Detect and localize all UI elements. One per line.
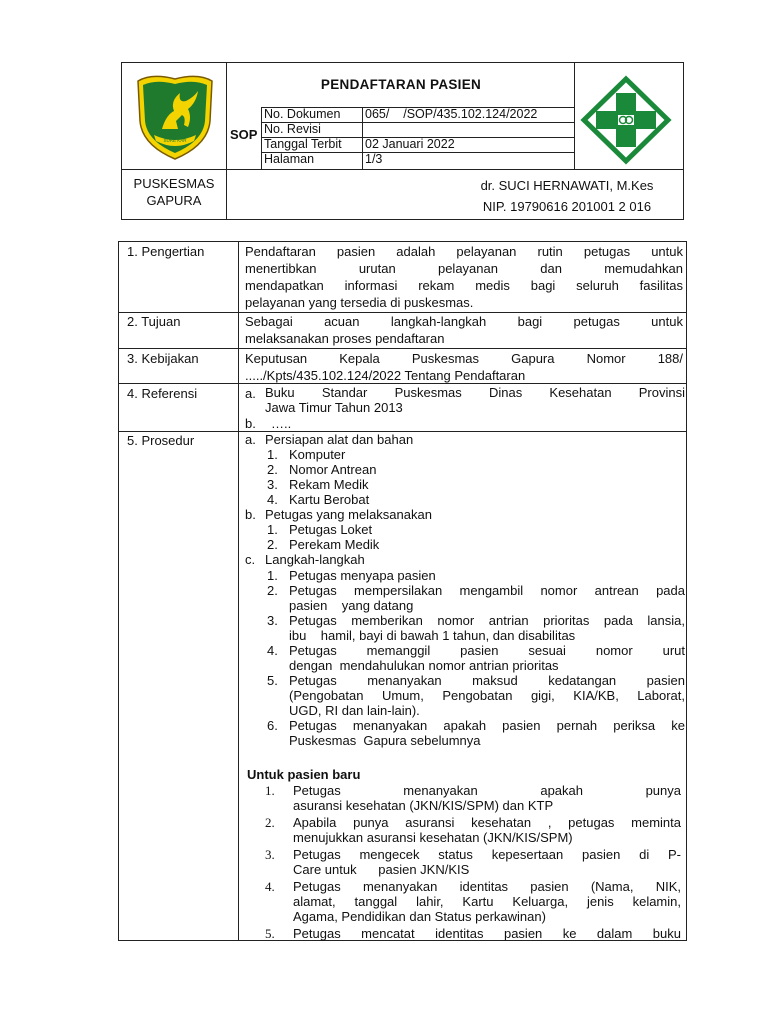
section-text-kebijakan: [245, 350, 683, 384]
step-line: pasien yang datang: [289, 598, 414, 613]
organization-line-1: PUSKESMAS: [133, 176, 215, 191]
prosedur-title-b: Petugas yang melaksanakan: [265, 507, 432, 522]
section-label-referensi: 4. Referensi: [127, 386, 198, 401]
step-line: Petugas mencatat identitas pasien ke dalam buku: [293, 926, 681, 941]
list-item: Perekam Medik: [289, 537, 380, 552]
pengertian-line: menertibkan urutan pelayanan dan memudahkan: [245, 261, 683, 276]
signatory: [452, 175, 682, 217]
step-number: 2.: [265, 815, 275, 830]
step-line: Petugas menanyakan apakah punya: [293, 783, 681, 798]
subsection-title-pasien-baru: Untuk pasien baru: [247, 767, 361, 782]
step-line: asuransi kesehatan (JKN/KIS/SPM) dan KTP: [293, 798, 554, 813]
step-line: Petugas memanggil pasien sesuai nomor urut: [289, 643, 685, 658]
kebijakan-line: ...../Kpts/435.102.124/2022 Tentang Pendaftaran: [245, 368, 526, 383]
tujuan-line: melaksanakan proses pendaftaran: [245, 331, 445, 346]
step-line: Puskesmas Gapura sebelumnya: [289, 733, 481, 748]
puskesmas-cross-logo: [580, 75, 672, 165]
step-line: Petugas mempersilakan mengambil nomor antrean pada: [289, 583, 685, 598]
step-number: 5.: [267, 673, 278, 688]
document-title: PENDAFTARAN PASIEN: [320, 77, 482, 92]
step-number: 6.: [267, 718, 278, 733]
step-line: ibu hamil, bayi di bawah 1 tahun, dan disabilitas: [289, 628, 576, 643]
prosedur-title-a: Persiapan alat dan bahan: [265, 432, 414, 447]
step-line: Petugas memberikan nomor antrian prioritas pada lansia,: [289, 613, 685, 628]
step-text: [289, 613, 685, 643]
prosedur-marker-b: b.: [245, 507, 256, 522]
pengertian-line: pelayanan yang tersedia di puskesmas.: [245, 295, 474, 310]
step-number: 4.: [267, 643, 278, 658]
step-line: Petugas mengecek status kepesertaan pasien di P-: [293, 847, 681, 862]
step-number: 1.: [267, 568, 278, 583]
referensi-marker-a: a.: [245, 386, 256, 401]
meta-value-no-dokumen: 065/ /SOP/435.102.124/2022: [365, 107, 538, 121]
step-text: Petugas menyapa pasien: [289, 568, 436, 583]
list-item: Rekam Medik: [289, 477, 369, 492]
sop-label: SOP: [230, 127, 258, 142]
meta-value-tanggal-terbit: 02 Januari 2022: [365, 137, 455, 151]
list-item: Komputer: [289, 447, 346, 462]
tujuan-line: Sebagai acuan langkah-langkah bagi petugas untuk: [245, 314, 683, 329]
list-item-number: 4.: [267, 492, 278, 507]
step-line: Apabila punya asuransi kesehatan , petugas meminta: [293, 815, 681, 830]
step-line: Agama, Pendidikan dan Status perkawinan): [293, 909, 546, 924]
step-line: Petugas menanyakan apakah pasien pernah periksa ke: [289, 718, 685, 733]
kebijakan-line: Keputusan Kepala Puskesmas Gapura Nomor 188/: [245, 351, 683, 366]
step-text: [293, 815, 681, 845]
prosedur-title-c: Langkah-langkah: [265, 552, 365, 567]
signatory-nip: NIP. 19790616 201001 2 016: [482, 199, 652, 214]
organization-line-2: GAPURA: [146, 193, 202, 208]
prosedur-marker-a: a.: [245, 432, 256, 447]
signatory-name: dr. SUCI HERNAWATI, M.Kes: [480, 178, 654, 193]
step-line: Care untuk pasien JKN/KIS: [293, 862, 470, 877]
referensi-marker-b: b.: [245, 416, 256, 431]
referensi-text-a: [265, 385, 685, 415]
step-text: [293, 879, 681, 924]
step-line: menujukkan asuransi kesehatan (JKN/KIS/SPM): [293, 830, 573, 845]
list-item-number: 1.: [267, 522, 278, 537]
step-line: alamat, tanggal lahir, Kartu Keluarga, jenis kelamin,: [293, 894, 681, 909]
sop-header: [121, 62, 684, 220]
referensi-line: Buku Standar Puskesmas Dinas Kesehatan Provinsi: [265, 385, 685, 400]
list-item-number: 2.: [267, 462, 278, 477]
step-text: [293, 926, 681, 941]
step-line: Petugas menanyakan identitas pasien (Nama, NIK,: [293, 879, 681, 894]
sop-content-table: [118, 241, 687, 941]
referensi-text-b: …..: [271, 416, 292, 431]
pengertian-line: mendapatkan informasi rekam medis bagi seluruh fasilitas: [245, 278, 683, 293]
step-number: 4.: [265, 879, 275, 894]
list-item: Kartu Berobat: [289, 492, 370, 507]
list-item: Petugas Loket: [289, 522, 373, 537]
step-text: [289, 583, 685, 613]
step-number: 5.: [265, 926, 275, 941]
step-line: dengan mendahulukan nomor antrian prioritas: [289, 658, 559, 673]
section-text-pengertian: [245, 243, 683, 311]
referensi-line: Jawa Timur Tahun 2013: [265, 400, 403, 415]
step-text: [289, 718, 685, 748]
step-text: [293, 783, 681, 813]
section-label-kebijakan: 3. Kebijakan: [127, 351, 199, 366]
section-label-tujuan: 2. Tujuan: [127, 314, 181, 329]
list-item-number: 3.: [267, 477, 278, 492]
meta-label-no-revisi: No. Revisi: [264, 122, 321, 136]
list-item: Nomor Antrean: [289, 462, 377, 477]
step-text: [289, 643, 685, 673]
pengertian-line: Pendaftaran pasien adalah pelayanan rutin petugas untuk: [245, 244, 683, 259]
step-line: UGD, RI dan lain-lain).: [289, 703, 420, 718]
step-number: 3.: [267, 613, 278, 628]
logo-motto-text: SURE KAR: [163, 138, 187, 143]
list-item-number: 2.: [267, 537, 278, 552]
step-number: 1.: [265, 783, 275, 798]
step-line: (Pengobatan Umum, Pengobatan gigi, KIA/KB, Laborat,: [289, 688, 685, 703]
step-line: Petugas menanyakan maksud kedatangan pasien: [289, 673, 685, 688]
step-number: 3.: [265, 847, 275, 862]
section-text-tujuan: [245, 313, 683, 347]
list-item-number: 1.: [267, 447, 278, 462]
prosedur-marker-c: c.: [245, 552, 256, 567]
section-label-prosedur: 5. Prosedur: [127, 433, 195, 448]
section-label-pengertian: 1. Pengertian: [127, 244, 205, 259]
meta-label-tanggal-terbit: Tanggal Terbit: [264, 137, 342, 151]
puskesmas-region-logo: [132, 71, 218, 163]
meta-label-halaman: Halaman: [264, 152, 315, 166]
step-text: [289, 673, 685, 718]
organization-name: [122, 175, 226, 209]
meta-label-no-dokumen: No. Dokumen: [264, 107, 341, 121]
step-text: [293, 847, 681, 877]
meta-value-halaman: 1/3: [365, 152, 383, 166]
step-number: 2.: [267, 583, 278, 598]
